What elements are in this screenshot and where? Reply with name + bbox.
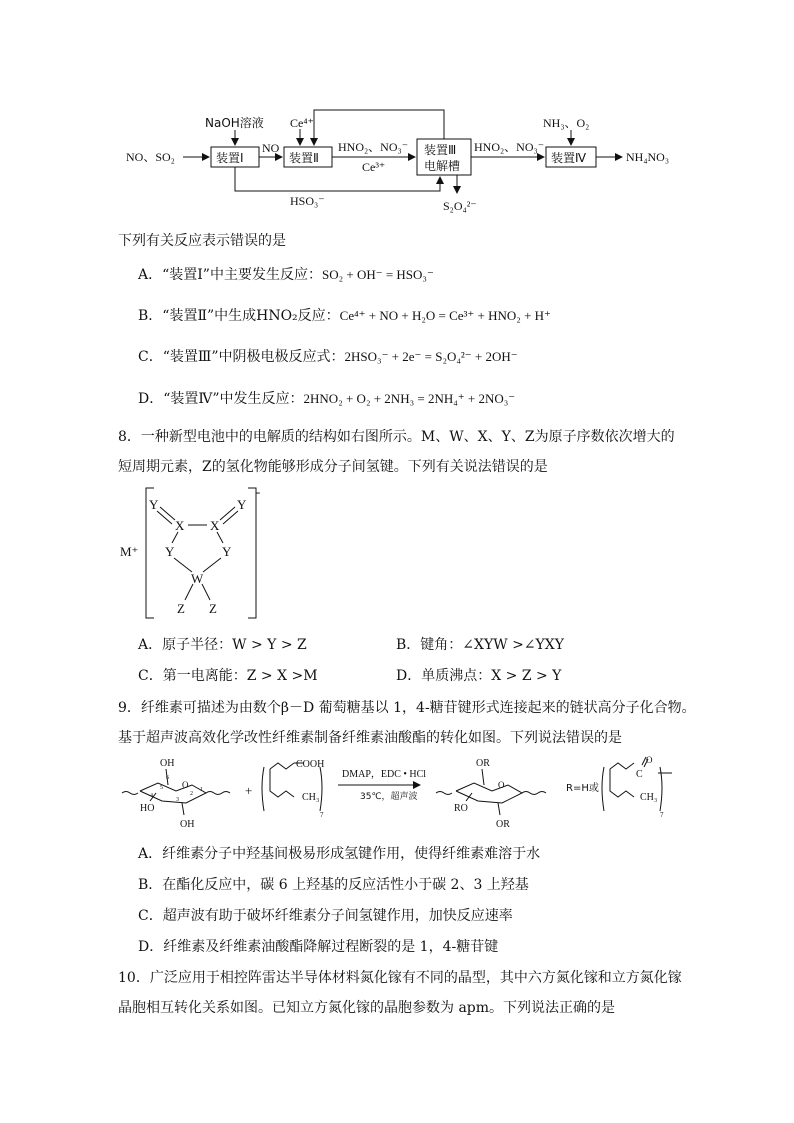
q10-stem-line2: 晶胞相互转化关系如图。已知立方氮化镓的晶胞参数为 apm。下列说法正确的是 [118,1000,616,1016]
process-flow-diagram [0,100,794,225]
ce3-label: Ce³⁺ [362,160,386,174]
q7-option-b-label: B．“装置Ⅱ”中生成HNO₂反应： [138,308,340,324]
atom-z: Z [209,601,217,616]
q9-option-a: A．纤维素分子中羟基间极易形成氢键作用，使得纤维素难溶于水 [138,846,541,862]
device-2-label: 装置Ⅱ [289,151,319,165]
atom-z: Z [177,601,185,616]
q9-option-d: D．纤维素及纤维素油酸酯降解过程断裂的是 1，4-糖苷键 [138,939,499,955]
nh3-o2-label: NH₃、O₂ [543,116,590,130]
q8-option-a: A．原子半径：W > Y > Z [138,637,307,653]
c4-number: 4 [150,793,153,799]
q7-option-b-eq: Ce⁴⁺ + NO + H₂O = Ce³⁺ + HNO₂ + H⁺ [339,308,551,323]
or-label: OR [476,758,490,769]
c6-number: 6 [166,775,169,781]
atom-y: Y [165,544,175,559]
device-1-label: 装置Ⅰ [216,151,244,165]
device-3-label-line2: 电解槽 [424,159,461,173]
q8-stem-line1: 8．一种新型电池中的电解质的结构如右图所示。M、W、X、Y、Z为原子序数依次增大的 [118,429,675,445]
q7-option-c-label: C．“装置Ⅲ”中阴极电极反应式： [138,349,345,365]
q9-reaction-scheme [120,755,680,835]
repeat-subscript: 7 [320,811,324,819]
q7-option-d-label: D．“装置Ⅳ”中发生反应： [138,391,304,407]
repeat-subscript: 7 [660,811,664,819]
r-definition: R=H或 [566,783,599,794]
reagent-label: DMAP，EDC • HCl [342,769,427,780]
device-4-label: 装置Ⅳ [551,151,587,165]
atom-y: Y [237,497,247,512]
q7-option-a [138,264,434,284]
plus-sign: + [245,783,253,798]
hso3-label: HSO₃⁻ [290,194,325,208]
or-label: OR [496,819,510,830]
ring-o-label: O [498,780,505,790]
oh-label: OH [180,819,195,830]
q8-structure-diagram [110,480,280,625]
c1-number: 1 [200,787,203,793]
carbonyl-o-label: O [646,755,653,765]
flow-output-label: NH₄NO₃ [626,150,670,164]
atom-x: X [210,518,220,533]
q7-option-a-label: A．“装置Ⅰ”中主要发生反应： [138,267,322,283]
q9-stem-line2: 基于超声波高效化学改性纤维素制备纤维素油酸酯的转化如图。下列说法错误的是 [118,730,622,746]
ce4-label: Ce⁴⁺ [290,116,314,130]
ring-o-label: O [182,780,189,790]
q8-option-b: B．键角：∠XYW >∠YXY [396,637,564,653]
q7-option-a-eq: SO₂ + OH⁻ = HSO₃⁻ [321,267,434,282]
anion-charge: - [256,484,261,499]
cation-label: M⁺ [120,544,139,559]
q9-option-c: C．超声波有助于破坏纤维素分子间氢键作用，加快反应速率 [138,908,513,924]
ch3-label: CH₃ [640,792,658,803]
s2o4-label: S₂O₄²⁻ [443,199,477,213]
condition-label: 35℃，超声波 [360,792,418,802]
cooh-label: COOH [296,759,325,770]
q7-option-d [138,388,515,408]
naoh-label: NaOH溶液 [205,116,264,130]
ch3-label: CH₃ [302,792,320,803]
c3-number: 3 [176,797,179,803]
q9-stem-line1: 9．纤维素可描述为由数个β－D 葡萄糖基以 1，4-糖苷键形式连接起来的链状高分子化合物。 [118,700,696,716]
c2-number: 2 [190,791,193,797]
device-3-label-line1: 装置Ⅲ [424,143,457,157]
atom-x: X [175,518,185,533]
q10-stem-line1: 10．广泛应用于相控阵雷达半导体材料氮化镓有不同的晶型，其中六方氮化镓和立方氮化镓 [118,970,682,986]
q7-stem: 下列有关反应表示错误的是 [118,233,286,249]
q8-stem-line2: 短周期元素，Z的氢化物能够形成分子间氢键。下列有关说法错误的是 [118,459,548,475]
right-bracket [248,488,256,618]
c5-number: 5 [160,785,163,791]
q9-option-b: B．在酯化反应中，碳 6 上羟基的反应活性小于碳 2、3 上羟基 [138,877,529,893]
hno2-no3-label-b: HNO₂、NO₃⁻ [474,140,545,154]
oh-label: OH [160,758,175,769]
no-label: NO [262,141,280,155]
q7-option-d-eq: 2HNO₂ + O₂ + 2NH₃ = 2NH₄⁺ + 2NO₃⁻ [303,391,516,406]
ro-label: RO [454,803,468,814]
q8-option-c: C．第一电离能：Z > X >M [138,668,318,684]
q7-option-b [138,305,551,325]
q7-option-c [138,346,518,366]
ho-label: HO [140,803,155,814]
atom-y: Y [149,497,159,512]
q7-option-c-eq: 2HSO₃⁻ + 2e⁻ = S₂O₄²⁻ + 2OH⁻ [344,349,518,364]
atom-w: W [191,571,204,586]
flow-input-label: NO、SO₂ [126,150,175,164]
carbonyl-c-label: C [636,769,643,780]
hno2-no3-label-a: HNO₂、NO₃⁻ [338,140,409,154]
atom-y: Y [222,544,232,559]
q8-option-d: D．单质沸点：X > Z > Y [396,668,562,684]
